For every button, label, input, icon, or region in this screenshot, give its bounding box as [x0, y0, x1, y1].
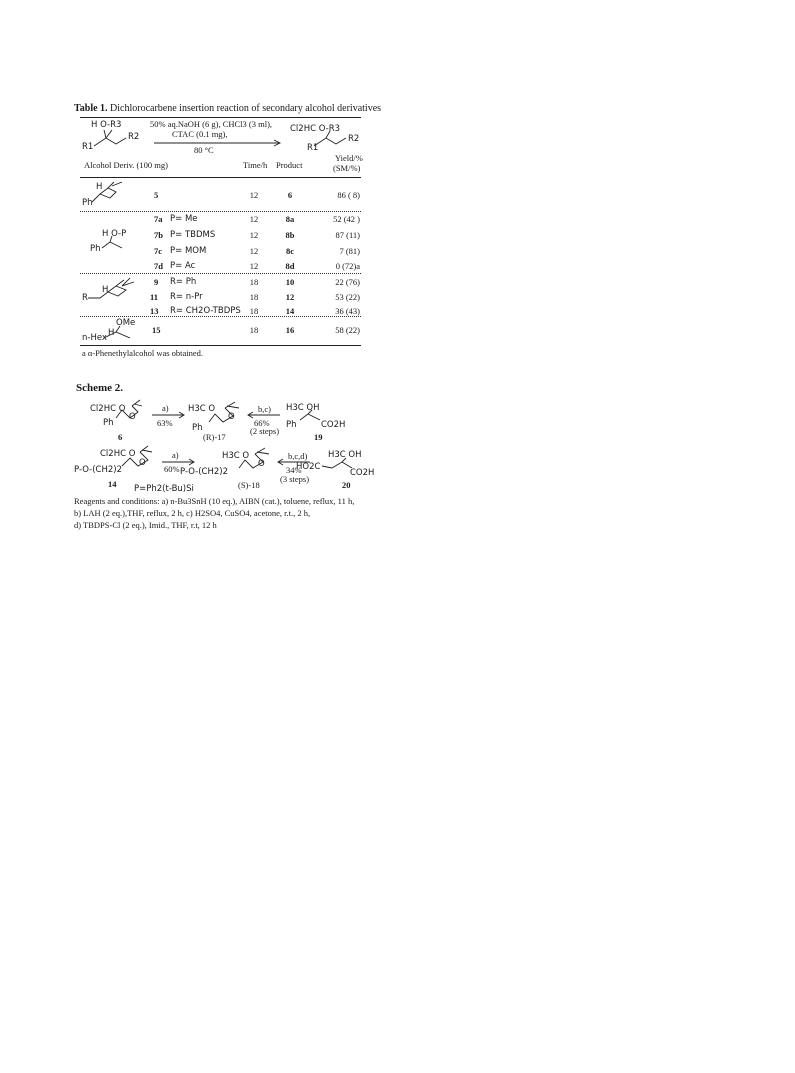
row-yield: 36 (43) [335, 306, 360, 316]
compound-19-ph: Ph [286, 420, 297, 430]
arrow2-steps: (2 steps) [250, 426, 280, 436]
row-yield: 0 (72)a [335, 261, 360, 271]
header-sm: (SM/%) [333, 163, 361, 173]
compound-18-p: P-O-(CH2)2 [180, 467, 229, 477]
row-time: 18 [249, 325, 259, 335]
table-label: Table 1. [74, 103, 108, 114]
row-substituent: P= TBDMS [170, 230, 216, 240]
compound-18-o: O [258, 459, 265, 469]
compound-17-top: H3C O [188, 404, 216, 414]
row-entry: 11 [150, 292, 159, 302]
row-entry: 5 [154, 190, 159, 200]
compound-17-o: O [228, 412, 235, 422]
row-substituent: P= Ac [170, 261, 196, 271]
conditions-line1: 50% aq.NaOH (6 g), CHCl3 (3 ml), [150, 119, 273, 129]
structure-9-bonds [84, 276, 144, 306]
row-yield: 58 (22) [335, 325, 360, 335]
row-time: 12 [249, 246, 259, 256]
compound-6-ring [112, 400, 146, 424]
row-product: 12 [285, 292, 295, 302]
compound-14-label: 14 [108, 479, 117, 489]
reagents-line: d) TBDPS-Cl (2 eq.), Imid., THF, r.t, 12 h [74, 520, 217, 530]
start-material-r1: R1 [82, 142, 94, 152]
reaction-arrow [154, 140, 284, 148]
start-material-top: H O-R3 [91, 120, 122, 130]
header-time: Time/h [243, 160, 268, 170]
compound-6-label: 6 [118, 432, 123, 442]
compound-17-ring [205, 402, 245, 428]
row-substituent: R= n-Pr [170, 292, 203, 302]
row-yield: 22 (76) [335, 277, 360, 287]
arrow4-steps: (3 steps) [280, 474, 310, 484]
row-substituent: P= MOM [170, 246, 207, 256]
compound-18-top: H3C O [222, 451, 250, 461]
row-product: 6 [287, 190, 293, 200]
conditions-line2: CTAC (0.1 mg), [172, 129, 228, 139]
row-yield: 52 (42 ) [333, 214, 360, 224]
row-entry: 7d [154, 261, 163, 271]
row-time: 12 [249, 230, 259, 240]
product-r1: R1 [307, 143, 319, 153]
compound-19-bonds [298, 410, 324, 424]
row-product: 16 [285, 325, 295, 335]
row-yield: 7 (81) [339, 246, 360, 256]
header-yield: Yield/% [335, 153, 363, 163]
row-time: 18 [249, 292, 259, 302]
row-time: 12 [249, 190, 259, 200]
compound-14-p: P-O-(CH2)2 [74, 465, 123, 475]
row-substituent: R= CH2O-TBDPS [170, 306, 241, 316]
header-product: Product [276, 160, 303, 170]
structure-7-top: H O-P [102, 229, 127, 239]
compound-20-label: 20 [342, 480, 351, 490]
product-top: Cl2HC O-R3 [290, 124, 341, 134]
compound-14-ring [120, 446, 156, 472]
reagents-line: b) LAH (2 eq.),THF, reflux, 2 h, c) H2SO4, CuSO4, acetone, r.t., 2 h, [74, 508, 311, 518]
row-yield: 86 ( 8) [337, 190, 360, 200]
compound-17-ph: Ph [192, 423, 203, 433]
structure-15-hex: n-Hex [82, 333, 107, 343]
compound-19-top: H3C OH [286, 403, 320, 413]
structure-5-h: H [96, 182, 103, 192]
compound-6-o: O [129, 412, 136, 422]
arrow1-yield: 63% [157, 418, 173, 428]
compound-20-bonds [322, 458, 354, 472]
compound-19-co2h: CO2H [321, 420, 346, 430]
structure-7-ph: Ph [90, 244, 101, 254]
product-r2: R2 [348, 134, 360, 144]
table-caption [74, 103, 381, 114]
table-footnote: a α-Phenethylalcohol was obtained. [82, 348, 204, 358]
compound-6-top: Cl2HC O [90, 404, 126, 414]
structure-9-h: H [102, 285, 109, 295]
protecting-group-definition: P=Ph2(t-Bu)Si [134, 484, 194, 494]
compound-18-ring [235, 448, 275, 474]
structure-5-ph: Ph [82, 198, 93, 208]
row-time: 18 [249, 306, 259, 316]
row-product: 8a [285, 214, 295, 224]
compound-20-top: H3C OH [328, 450, 362, 460]
scheme-title: Scheme 2. [76, 382, 124, 394]
arrow2-reagent: b,c) [258, 404, 271, 414]
compound-18-label: (S)-18 [238, 480, 260, 490]
compound-19-label: 19 [314, 432, 323, 442]
arrow2-yield: 66% [254, 418, 270, 428]
header-deriv: Alcohol Deriv. (100 mg) [84, 160, 168, 170]
row-product: 10 [285, 277, 295, 287]
structure-15-bonds [100, 326, 140, 344]
table-title: Dichlorocarbene insertion reaction of secondary alcohol derivatives [110, 103, 382, 114]
arrow4-yield: 34% [286, 465, 302, 475]
compound-20-ho2c: HO2C [296, 462, 321, 472]
row-entry: 15 [152, 325, 161, 335]
product-bonds [310, 130, 355, 152]
row-divider [80, 211, 361, 212]
structure-15-ome: OMe [116, 318, 136, 328]
arrow1-reagent: a) [162, 403, 169, 413]
row-product: 8d [285, 261, 295, 271]
conditions-line3: 80 °C [194, 145, 214, 155]
arrow3-reagent: a) [172, 450, 179, 460]
row-product: 8b [285, 230, 295, 240]
row-time: 12 [249, 261, 259, 271]
start-material-bonds [90, 128, 135, 153]
row-entry: 7a [154, 214, 163, 224]
row-substituent: P= Me [170, 214, 198, 224]
table-bottom-rule [80, 345, 361, 346]
row-entry: 7b [154, 230, 163, 240]
header-rule [80, 177, 361, 178]
compound-14-o: O [139, 458, 146, 468]
row-time: 12 [249, 214, 259, 224]
row-entry: 9 [154, 277, 159, 287]
start-material-r2: R2 [128, 132, 140, 142]
row-entry: 7c [154, 246, 163, 256]
compound-20-co2h: CO2H [350, 468, 375, 478]
reagents-line: Reagents and conditions: a) n-Bu3SnH (10 eq.), AIBN (cat.), toluene, reflux, 11 h, [74, 496, 355, 506]
arrow4-reagent: b,c,d) [288, 451, 308, 461]
structure-15-h: H [108, 328, 115, 338]
arrow3-yield: 60% [164, 464, 180, 474]
table-top-rule [80, 117, 361, 118]
structure-7-bonds [100, 236, 130, 254]
compound-14-top: Cl2HC O [100, 449, 136, 459]
row-divider [80, 273, 361, 274]
row-product: 14 [285, 306, 295, 316]
row-yield: 53 (22) [335, 292, 360, 302]
row-product: 8c [285, 246, 295, 256]
row-divider [80, 316, 361, 317]
row-yield: 87 (11) [335, 230, 360, 240]
row-substituent: R= Ph [170, 277, 197, 287]
compound-6-ph: Ph [103, 418, 114, 428]
structure-9-r: R [82, 293, 88, 303]
compound-17-label: (R)-17 [203, 432, 226, 442]
row-time: 18 [249, 277, 259, 287]
row-entry: 13 [150, 306, 159, 316]
